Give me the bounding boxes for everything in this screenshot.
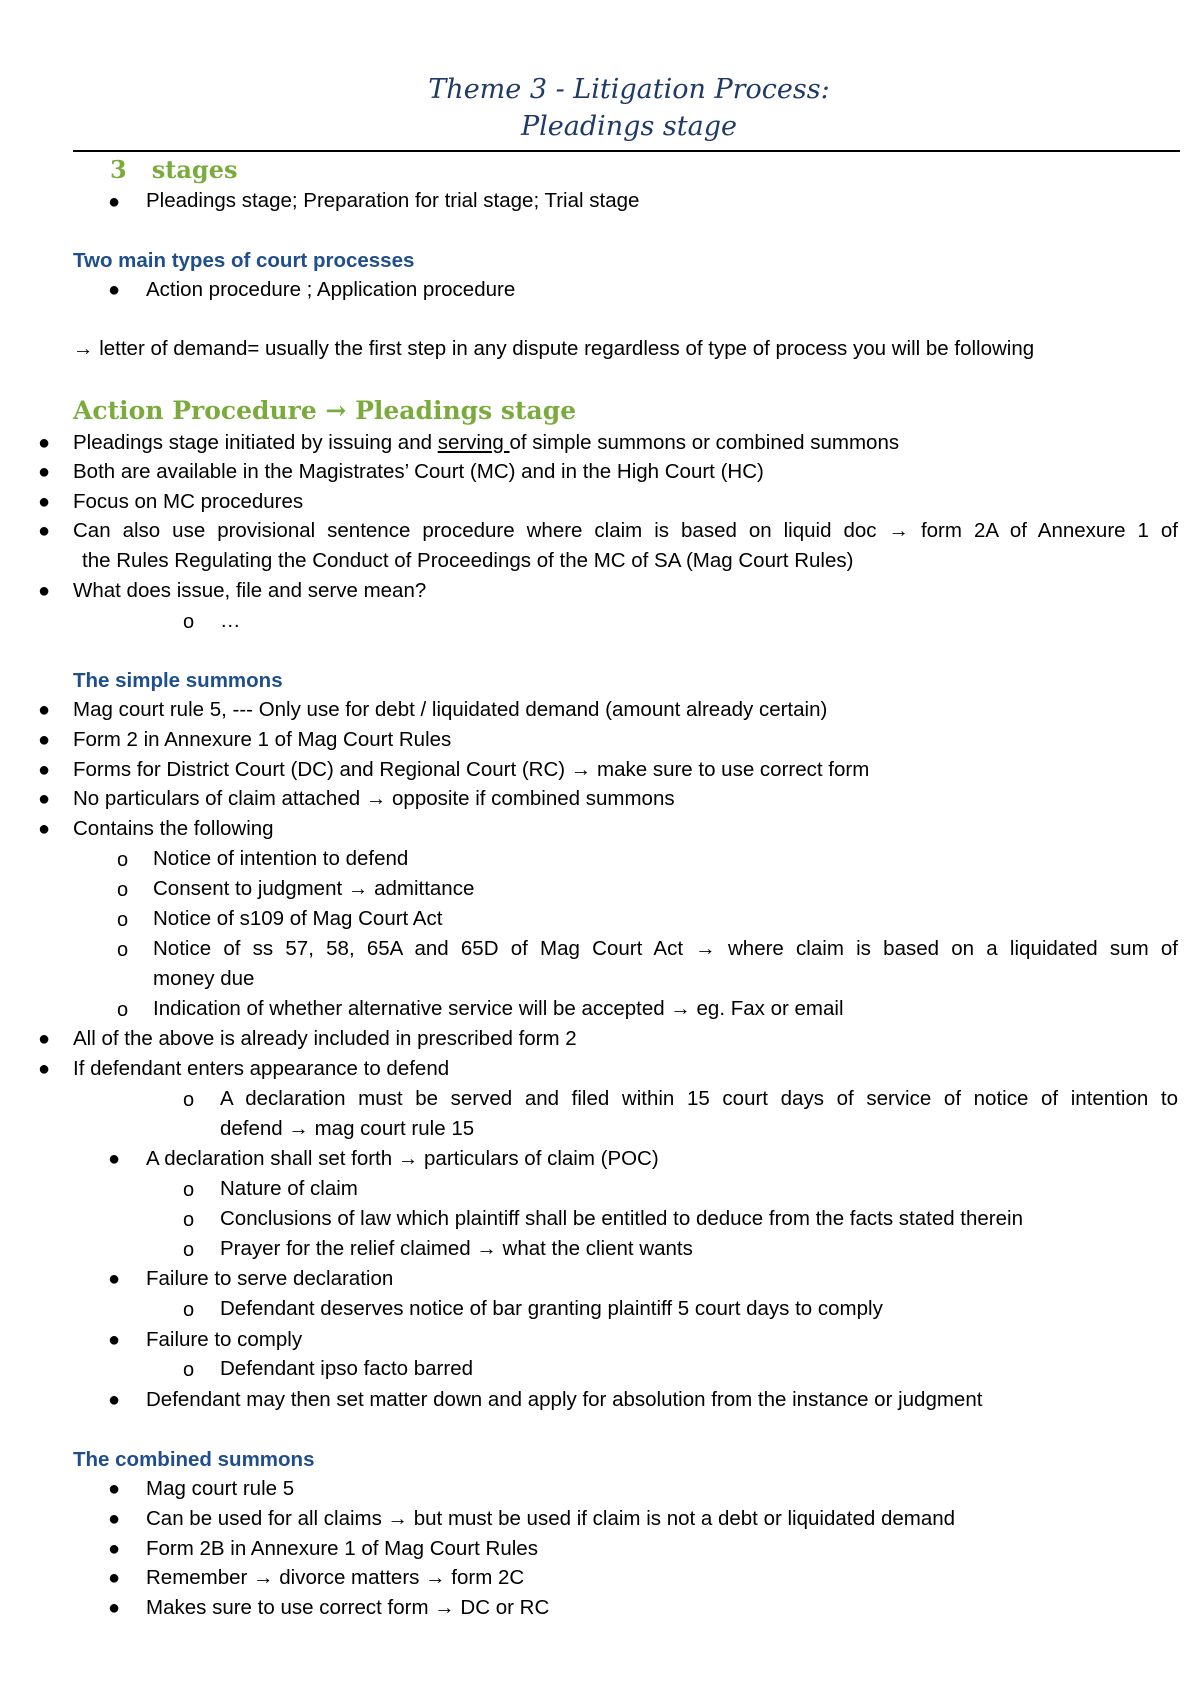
combined-bullet-1: Mag court rule 5 bbox=[146, 1477, 295, 1500]
bullet-icon: ● bbox=[38, 491, 51, 513]
bullet-icon: ● bbox=[108, 1597, 121, 1619]
simple-bullet-4: No particulars of claim attached → opposite if combined summons bbox=[73, 787, 675, 810]
title-divider bbox=[73, 150, 1180, 152]
stages-label: stages bbox=[151, 155, 238, 184]
failure-serve-bullet: Failure to serve declaration bbox=[146, 1267, 394, 1290]
bullet-icon: ● bbox=[108, 1538, 121, 1560]
simple-bullet-6: All of the above is already included in prescribed form 2 bbox=[73, 1027, 577, 1050]
circle-bullet-icon: o bbox=[117, 999, 129, 1021]
declaration-sub-1: Nature of claim bbox=[220, 1177, 358, 1200]
simple-bullet-3: Forms for District Court (DC) and Regional Court (RC) → make sure to use correct form bbox=[73, 758, 870, 781]
two-types-heading: Two main types of court processes bbox=[73, 249, 415, 272]
simple-bullet-5: Contains the following bbox=[73, 817, 274, 840]
circle-bullet-icon: o bbox=[183, 1359, 195, 1381]
circle-bullet-icon: o bbox=[183, 1209, 195, 1231]
bullet-icon: ● bbox=[38, 580, 51, 602]
letter-of-demand-note: → letter of demand= usually the first step in any dispute regardless of type of process you will be following bbox=[73, 337, 1035, 360]
bullet-icon: ● bbox=[38, 818, 51, 840]
action-bullet-5: What does issue, file and serve mean? bbox=[73, 579, 427, 602]
simple-bullet-1: Mag court rule 5, --- Only use for debt / liquidated demand (amount already certain) bbox=[73, 698, 828, 721]
combined-bullet-2: Can be used for all claims → but must be used if claim is not a debt or liquidated demand bbox=[146, 1507, 956, 1530]
bullet-icon: ● bbox=[108, 1329, 121, 1351]
action-bullet-5-sub: … bbox=[220, 609, 241, 632]
bullet-icon: ● bbox=[38, 699, 51, 721]
simple-summons-heading: The simple summons bbox=[73, 669, 283, 692]
declaration-bullet: A declaration shall set forth → particulars of claim (POC) bbox=[146, 1147, 659, 1170]
circle-bullet-icon: o bbox=[117, 849, 129, 871]
bullet-icon: ● bbox=[38, 759, 51, 781]
simple-sub-4a: Notice of ss 57, 58, 65A and 65D of Mag Court Act → where claim is based on a liquidated sum of bbox=[153, 937, 1178, 960]
action-bullet-1: Pleadings stage initiated by issuing and serving of simple summons or combined summons bbox=[73, 431, 900, 454]
bullet-icon: ● bbox=[108, 1567, 121, 1589]
simple-bullet-7: If defendant enters appearance to defend bbox=[73, 1057, 450, 1080]
circle-bullet-icon: o bbox=[183, 1299, 195, 1321]
failure-comply-bullet: Failure to comply bbox=[146, 1328, 303, 1351]
bullet-icon: ● bbox=[108, 191, 121, 213]
stages-list: Pleadings stage; Preparation for trial stage; Trial stage bbox=[146, 189, 640, 212]
combined-summons-heading: The combined summons bbox=[73, 1448, 315, 1471]
page-subtitle: Pleadings stage bbox=[521, 111, 737, 142]
stages-heading bbox=[110, 155, 238, 185]
two-types-list: Action procedure ; Application procedure bbox=[146, 278, 516, 301]
bullet-icon: ● bbox=[108, 279, 121, 301]
circle-bullet-icon: o bbox=[117, 939, 129, 961]
declaration-sub-3: Prayer for the relief claimed → what the client wants bbox=[220, 1237, 693, 1260]
simple-sub-5: Indication of whether alternative service will be accepted → eg. Fax or email bbox=[153, 997, 844, 1020]
circle-bullet-icon: o bbox=[183, 1089, 195, 1111]
bullet-icon: ● bbox=[38, 461, 51, 483]
failure-serve-sub: Defendant deserves notice of bar granting plaintiff 5 court days to comply bbox=[220, 1297, 883, 1320]
simple-sub-2: Consent to judgment → admittance bbox=[153, 877, 475, 900]
action-procedure-heading: Action Procedure → Pleadings stage bbox=[73, 396, 577, 425]
simple-sub-1: Notice of intention to defend bbox=[153, 847, 409, 870]
bullet-icon: ● bbox=[108, 1478, 121, 1500]
action-bullet-4b: the Rules Regulating the Conduct of Proceedings of the MC of SA (Mag Court Rules) bbox=[82, 549, 854, 572]
bullet-icon: ● bbox=[108, 1389, 121, 1411]
circle-bullet-icon: o bbox=[183, 1179, 195, 1201]
bullet-icon: ● bbox=[108, 1148, 121, 1170]
combined-bullet-3: Form 2B in Annexure 1 of Mag Court Rules bbox=[146, 1537, 538, 1560]
simple-defend-1a: A declaration must be served and filed within 15 court days of service of notice of intention to bbox=[220, 1087, 1178, 1110]
bullet-icon: ● bbox=[38, 729, 51, 751]
bullet-icon: ● bbox=[38, 520, 51, 542]
bullet-icon: ● bbox=[38, 1058, 51, 1080]
circle-bullet-icon: o bbox=[183, 611, 195, 633]
stages-number: 3 bbox=[110, 155, 127, 184]
failure-comply-sub: Defendant ipso facto barred bbox=[220, 1357, 473, 1380]
action-bullet-4a: Can also use provisional sentence procedure where claim is based on liquid doc → form 2A of Annexure 1 of bbox=[73, 519, 1178, 542]
circle-bullet-icon: o bbox=[117, 879, 129, 901]
action-bullet-3: Focus on MC procedures bbox=[73, 490, 304, 513]
bullet-icon: ● bbox=[108, 1508, 121, 1530]
circle-bullet-icon: o bbox=[183, 1239, 195, 1261]
combined-bullet-4: Remember → divorce matters → form 2C bbox=[146, 1566, 525, 1589]
action-bullet-2: Both are available in the Magistrates’ Court (MC) and in the High Court (HC) bbox=[73, 460, 764, 483]
set-down-bullet: Defendant may then set matter down and apply for absolution from the instance or judgment bbox=[146, 1388, 983, 1411]
bullet-icon: ● bbox=[38, 788, 51, 810]
bullet-icon: ● bbox=[108, 1268, 121, 1290]
bullet-icon: ● bbox=[38, 432, 51, 454]
simple-sub-3: Notice of s109 of Mag Court Act bbox=[153, 907, 443, 930]
circle-bullet-icon: o bbox=[117, 909, 129, 931]
combined-bullet-5: Makes sure to use correct form → DC or RC bbox=[146, 1596, 550, 1619]
page-title: Theme 3 - Litigation Process: bbox=[428, 74, 830, 105]
declaration-sub-2: Conclusions of law which plaintiff shall be entitled to deduce from the facts stated therein bbox=[220, 1207, 1023, 1230]
bullet-icon: ● bbox=[38, 1028, 51, 1050]
simple-defend-1b: defend → mag court rule 15 bbox=[220, 1117, 475, 1140]
simple-bullet-2: Form 2 in Annexure 1 of Mag Court Rules bbox=[73, 728, 452, 751]
simple-sub-4b: money due bbox=[153, 967, 255, 990]
